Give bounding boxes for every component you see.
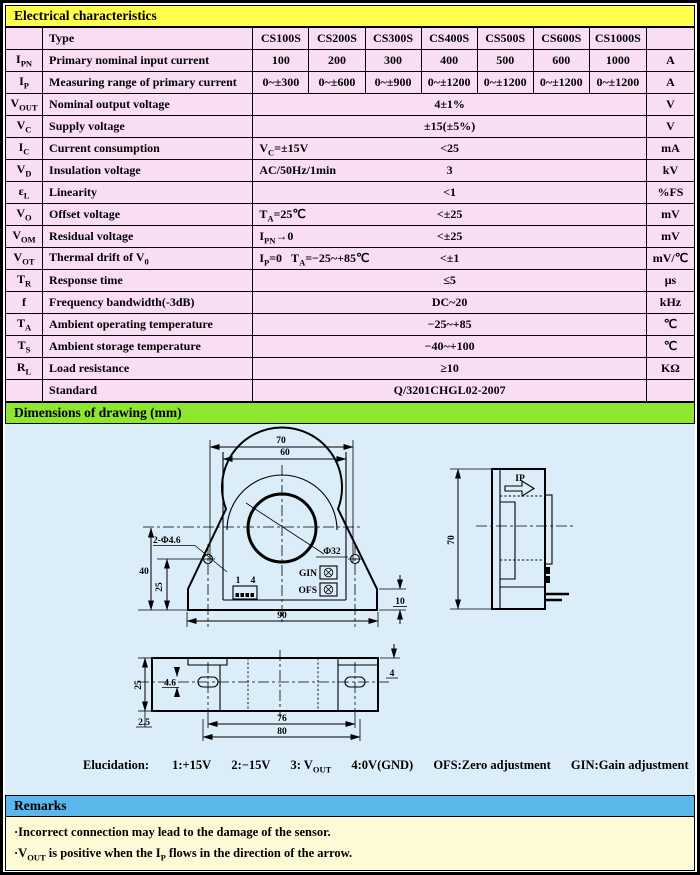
side-ip-label: IP [515,474,525,484]
table-cell: 1000 [589,50,646,72]
table-cell: 0~±1200 [421,72,477,94]
table-cell: ±15(±5%) [253,116,647,138]
bottom-dim-76: 76 [277,714,287,724]
table-cell: CS1000S [589,28,646,50]
table-cell: $T_R$ [6,270,43,292]
table-cell: $V_{OUT}$ [6,94,43,116]
table-cell: $I_{PN}$ [6,50,43,72]
table-cell: kHz [646,292,694,314]
table-cell [646,28,694,50]
table-cell: Standard [43,380,253,402]
table-row [6,28,695,50]
front-dim-60: 60 [280,448,290,458]
table-cell: $V_{OT}$ [6,248,43,270]
table-cell: mA [646,138,694,160]
front-hole-diameter-label: Φ32 [323,547,341,557]
table-cell: $I_{PN}\to 0$ <±25 [253,226,647,248]
condition-text: $I_P=0$ $T_A=-25\sim+85℃$ [259,251,370,268]
table-cell: −40~+100 [253,336,647,358]
table-cell: V [646,116,694,138]
table-cell: Q/3201CHGL02-2007 [253,380,647,402]
table-cell: CS500S [477,28,533,50]
table-cell: DC~20 [253,292,647,314]
condition-text: AC/50Hz/1min [259,163,337,177]
table-cell: Ambient operating temperature [43,314,253,336]
table-cell: ℃ [646,336,694,358]
front-pin4-label: 4 [250,576,256,586]
table-cell: KΩ [646,358,694,380]
table-cell: Linearity [43,182,253,204]
table-cell: 0~±600 [309,72,365,94]
table-cell: A [646,72,694,94]
table-cell: <1 [253,182,647,204]
table-cell: Current consumption [43,138,253,160]
table-cell: kV [646,160,694,182]
elucidation-item-4: 4:0V(GND) [351,758,414,772]
bottom-dim-2-5: 2.5 [138,718,150,728]
table-cell: Thermal drift of $V_0$ [43,248,253,270]
table-cell: %FS [646,182,694,204]
table-row [6,50,695,72]
front-view [138,427,407,627]
drawing-area [5,424,695,795]
table-cell: Frequency bandwidth(-3dB) [43,292,253,314]
table-cell: 4±1% [253,94,647,116]
section-header-dimensions [5,402,695,424]
table-cell: $V_C=\pm 15V$ <25 [253,138,647,160]
table-cell: $R_L$ [6,358,43,380]
table-cell: CS100S [253,28,309,50]
table-row [6,336,695,358]
table-cell: 0~±300 [253,72,309,94]
bottom-view [134,644,400,741]
front-dim-70: 70 [276,436,286,446]
table-cell: CS600S [533,28,589,50]
bottom-dim-25: 25 [134,680,144,690]
front-pin1-label: 1 [235,576,241,586]
section-title: Dimensions of drawing (mm) [14,405,182,420]
table-row [6,94,695,116]
section-title: Remarks [14,798,67,813]
front-ofs-label: OFS [298,586,317,596]
table-row [6,314,695,336]
table-row [6,138,695,160]
table-cell: $V_O$ [6,204,43,226]
table-cell: 0~±1200 [589,72,646,94]
table-cell: −25~+85 [253,314,647,336]
table-cell: mV [646,226,694,248]
table-cell: $T_A=25℃$ <±25 [253,204,647,226]
table-cell: $V_C$ [6,116,43,138]
table-cell: $T_S$ [6,336,43,358]
table-cell: ℃ [646,314,694,336]
elucidation-item-gin: GIN:Gain adjustment [570,758,689,772]
table-cell: $T_A$ [6,314,43,336]
table-cell: Type [43,28,253,50]
table-row [6,358,695,380]
table-cell: AC/50Hz/1min 3 [253,160,647,182]
table-row [6,116,695,138]
table-cell: ≤5 [253,270,647,292]
table-cell: Nominal output voltage [43,94,253,116]
bottom-dim-80: 80 [277,727,287,737]
front-gin-label: GIN [299,569,317,579]
bottom-dim-4: 4 [389,669,395,679]
table-cell: Supply voltage [43,116,253,138]
remark-line-1: ·Incorrect connection may lead to the damage of the sensor. [14,825,331,839]
table-cell: 200 [309,50,365,72]
front-dim-25: 25 [155,582,165,592]
remark-line-2: $\cdot V_{OUT}$ is positive when the $I_P$ flows in the direction of the arrow. [14,846,353,863]
table-cell: $\varepsilon_L$ [6,182,43,204]
table-cell: Primary nominal input current [43,50,253,72]
table-cell: μs [646,270,694,292]
front-dim-10: 10 [395,597,405,607]
table-cell: Load resistance [43,358,253,380]
table-row [6,204,695,226]
table-cell: $I_C$ [6,138,43,160]
spec-table [5,27,695,402]
section-title: Electrical characteristics [14,8,157,23]
table-cell [6,28,43,50]
table-cell: Measuring range of primary current [43,72,253,94]
table-cell: $I_P=0$ $T_A=-25\sim+85℃$ <±1 [253,248,647,270]
condition-text: $V_C=\pm 15V$ [259,141,309,158]
table-cell: 500 [477,50,533,72]
table-row [6,226,695,248]
side-dim-70: 70 [447,535,457,545]
table-cell: 0~±900 [365,72,421,94]
section-header-electrical [5,5,695,27]
table-cell: ≥10 [253,358,647,380]
table-cell: Response time [43,270,253,292]
table-cell: f [6,292,43,314]
table-cell: 0~±1200 [477,72,533,94]
table-cell [646,380,694,402]
remarks-body [5,817,695,871]
table-cell: 0~±1200 [533,72,589,94]
table-cell: 600 [533,50,589,72]
table-cell: A [646,50,694,72]
table-cell: Ambient storage temperature [43,336,253,358]
bottom-slot-width-label: 4.6 [164,678,176,689]
side-view [447,469,573,609]
condition-text: $T_A=25℃$ [259,207,306,224]
table-row [6,72,695,94]
table-cell: Insulation voltage [43,160,253,182]
front-dim-40: 40 [139,567,149,577]
table-cell: V [646,94,694,116]
table-row [6,292,695,314]
table-row [6,160,695,182]
table-cell: Offset voltage [43,204,253,226]
section-header-remarks [5,795,695,817]
table-row [6,182,695,204]
table-row [6,270,695,292]
table-cell: 100 [253,50,309,72]
dimension-drawing [5,424,695,765]
table-cell: $I_P$ [6,72,43,94]
elucidation-item-3: 3: $V_{OUT}$ [290,758,332,775]
table-row [6,380,695,402]
table-cell: 300 [365,50,421,72]
elucidation-label: Elucidation: [83,758,149,772]
table-row [6,248,695,270]
table-cell: $V_{OM}$ [6,226,43,248]
table-cell: CS200S [309,28,365,50]
condition-text: $I_{PN}\to 0$ [259,229,294,246]
table-cell: Residual voltage [43,226,253,248]
table-cell: mV [646,204,694,226]
table-cell: 400 [421,50,477,72]
elucidation-item-2: 2:−15V [231,758,271,772]
elucidation-item-ofs: OFS:Zero adjustment [433,758,551,772]
table-cell: mV/℃ [646,248,694,270]
table-cell: CS400S [421,28,477,50]
table-cell: $V_D$ [6,160,43,182]
elucidation-line [83,758,700,775]
table-cell: CS300S [365,28,421,50]
table-cell [6,380,43,402]
front-mount-holes-label: 2-Φ4.6 [153,536,181,546]
front-dim-90: 90 [277,611,287,621]
elucidation-item-1: 1:+15V [172,758,212,772]
